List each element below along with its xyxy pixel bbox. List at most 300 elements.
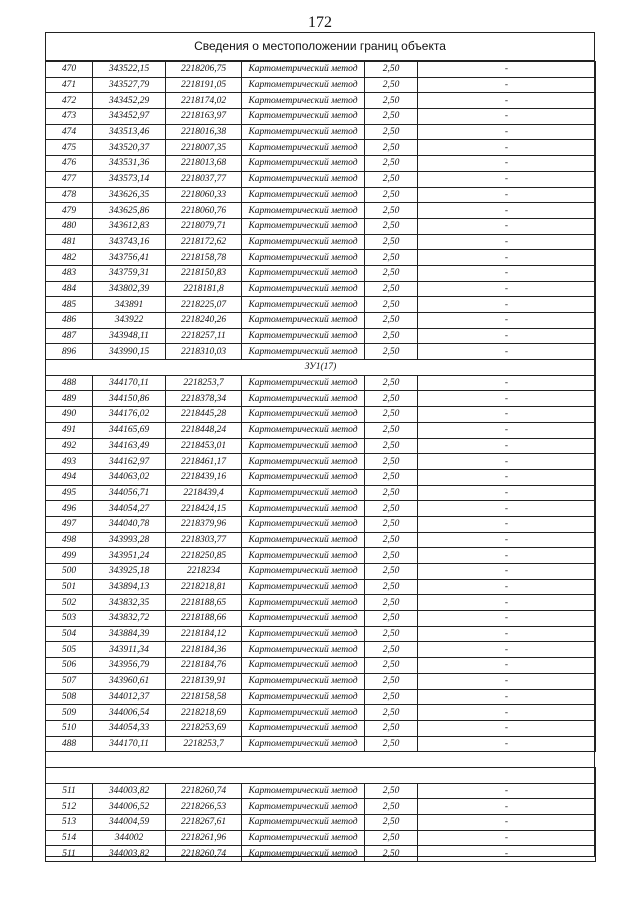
point-number-cell: 484	[46, 281, 93, 297]
x-coordinate-cell: 343626,35	[93, 187, 166, 203]
y-coordinate-cell: 2218007,35	[166, 140, 242, 156]
y-coordinate-cell: 2218448,24	[166, 422, 242, 438]
description-cell: -	[418, 407, 596, 423]
x-coordinate-cell: 343612,83	[93, 218, 166, 234]
table-row	[46, 485, 596, 501]
point-number-cell: 506	[46, 658, 93, 674]
accuracy-cell: 2,50	[365, 595, 418, 611]
description-cell: -	[418, 438, 596, 454]
determination-method-cell: Картометрический метод	[242, 375, 365, 391]
x-coordinate-cell: 343527,79	[93, 77, 166, 93]
table-row	[46, 689, 596, 705]
x-coordinate-cell: 344176,02	[93, 407, 166, 423]
x-coordinate-cell: 343452,97	[93, 109, 166, 125]
y-coordinate-cell: 2218240,26	[166, 313, 242, 329]
point-number-cell: 491	[46, 422, 93, 438]
y-coordinate-cell: 2218188,65	[166, 595, 242, 611]
accuracy-cell: 2,50	[365, 783, 418, 799]
point-number-cell: 502	[46, 595, 93, 611]
point-number-cell: 476	[46, 156, 93, 172]
determination-method-cell: Картометрический метод	[242, 846, 365, 862]
x-coordinate-cell: 343802,39	[93, 281, 166, 297]
accuracy-cell: 2,50	[365, 234, 418, 250]
y-coordinate-cell: 2218158,58	[166, 689, 242, 705]
table-row	[46, 548, 596, 564]
description-cell: -	[418, 265, 596, 281]
determination-method-cell: Картометрический метод	[242, 532, 365, 548]
description-cell: -	[418, 799, 596, 815]
accuracy-cell: 2,50	[365, 736, 418, 752]
accuracy-cell: 2,50	[365, 564, 418, 580]
determination-method-cell: Картометрический метод	[242, 218, 365, 234]
table-row	[46, 297, 596, 313]
description-cell: -	[418, 548, 596, 564]
y-coordinate-cell: 2218253,69	[166, 720, 242, 736]
table-row	[46, 187, 596, 203]
accuracy-cell: 2,50	[365, 344, 418, 360]
table-row	[46, 454, 596, 470]
x-coordinate-cell: 343891	[93, 297, 166, 313]
determination-method-cell: Картометрический метод	[242, 187, 365, 203]
description-cell: -	[418, 156, 596, 172]
point-number-cell: 481	[46, 234, 93, 250]
x-coordinate-cell: 343948,11	[93, 328, 166, 344]
table-row	[46, 93, 596, 109]
point-number-cell: 470	[46, 62, 93, 78]
table-row	[46, 124, 596, 140]
y-coordinate-cell: 2218234	[166, 564, 242, 580]
point-number-cell: 482	[46, 250, 93, 266]
determination-method-cell: Картометрический метод	[242, 454, 365, 470]
determination-method-cell: Картометрический метод	[242, 501, 365, 517]
point-number-cell: 490	[46, 407, 93, 423]
description-cell: -	[418, 422, 596, 438]
y-coordinate-cell: 2218378,34	[166, 391, 242, 407]
y-coordinate-cell: 2218188,66	[166, 611, 242, 627]
description-cell: -	[418, 93, 596, 109]
point-number-cell: 480	[46, 218, 93, 234]
y-coordinate-cell: 2218266,53	[166, 799, 242, 815]
x-coordinate-cell: 344054,27	[93, 501, 166, 517]
point-number-cell: 472	[46, 93, 93, 109]
description-cell: -	[418, 564, 596, 580]
accuracy-cell: 2,50	[365, 815, 418, 831]
table-row	[46, 438, 596, 454]
y-coordinate-cell: 2218379,96	[166, 516, 242, 532]
y-coordinate-cell: 2218150,83	[166, 265, 242, 281]
y-coordinate-cell: 2218303,77	[166, 532, 242, 548]
y-coordinate-cell: 2218206,75	[166, 62, 242, 78]
x-coordinate-cell: 343884,39	[93, 626, 166, 642]
determination-method-cell: Картометрический метод	[242, 626, 365, 642]
description-cell: -	[418, 77, 596, 93]
point-number-cell: 511	[46, 846, 93, 862]
table-row	[46, 469, 596, 485]
accuracy-cell: 2,50	[365, 328, 418, 344]
section-label: ЗУ1(17)	[46, 360, 596, 376]
accuracy-cell: 2,50	[365, 438, 418, 454]
description-cell: -	[418, 532, 596, 548]
table-row	[46, 407, 596, 423]
table-row	[46, 234, 596, 250]
accuracy-cell: 2,50	[365, 124, 418, 140]
description-cell: -	[418, 830, 596, 846]
x-coordinate-cell: 343956,79	[93, 658, 166, 674]
accuracy-cell: 2,50	[365, 705, 418, 721]
point-number-cell: 509	[46, 705, 93, 721]
table-row	[46, 156, 596, 172]
determination-method-cell: Картометрический метод	[242, 799, 365, 815]
empty-row	[46, 752, 596, 768]
point-number-cell: 512	[46, 799, 93, 815]
description-cell: -	[418, 454, 596, 470]
y-coordinate-cell: 2218267,61	[166, 815, 242, 831]
table-row	[46, 391, 596, 407]
description-cell: -	[418, 62, 596, 78]
x-coordinate-cell: 344006,54	[93, 705, 166, 721]
accuracy-cell: 2,50	[365, 422, 418, 438]
y-coordinate-cell: 2218158,78	[166, 250, 242, 266]
point-number-cell: 498	[46, 532, 93, 548]
determination-method-cell: Картометрический метод	[242, 140, 365, 156]
determination-method-cell: Картометрический метод	[242, 548, 365, 564]
x-coordinate-cell: 343520,37	[93, 140, 166, 156]
determination-method-cell: Картометрический метод	[242, 720, 365, 736]
x-coordinate-cell: 344003,82	[93, 846, 166, 862]
accuracy-cell: 2,50	[365, 658, 418, 674]
x-coordinate-cell: 344170,11	[93, 736, 166, 752]
y-coordinate-cell: 2218218,81	[166, 579, 242, 595]
description-cell: -	[418, 344, 596, 360]
y-coordinate-cell: 2218461,17	[166, 454, 242, 470]
accuracy-cell: 2,50	[365, 313, 418, 329]
table-row	[46, 626, 596, 642]
accuracy-cell: 2,50	[365, 407, 418, 423]
description-cell: -	[418, 611, 596, 627]
accuracy-cell: 2,50	[365, 485, 418, 501]
x-coordinate-cell: 344012,37	[93, 689, 166, 705]
determination-method-cell: Картометрический метод	[242, 673, 365, 689]
determination-method-cell: Картометрический метод	[242, 579, 365, 595]
determination-method-cell: Картометрический метод	[242, 469, 365, 485]
x-coordinate-cell: 343911,34	[93, 642, 166, 658]
accuracy-cell: 2,50	[365, 140, 418, 156]
table-row	[46, 218, 596, 234]
x-coordinate-cell: 343993,28	[93, 532, 166, 548]
document-title: Сведения о местоположении границ объекта	[45, 32, 595, 61]
x-coordinate-cell: 343951,24	[93, 548, 166, 564]
point-number-cell: 499	[46, 548, 93, 564]
accuracy-cell: 2,50	[365, 93, 418, 109]
determination-method-cell: Картометрический метод	[242, 705, 365, 721]
point-number-cell: 478	[46, 187, 93, 203]
table-row	[46, 783, 596, 799]
y-coordinate-cell: 2218060,33	[166, 187, 242, 203]
point-number-cell: 494	[46, 469, 93, 485]
x-coordinate-cell: 344063,02	[93, 469, 166, 485]
table-row	[46, 422, 596, 438]
point-number-cell: 473	[46, 109, 93, 125]
y-coordinate-cell: 2218184,36	[166, 642, 242, 658]
x-coordinate-cell: 343894,13	[93, 579, 166, 595]
determination-method-cell: Картометрический метод	[242, 156, 365, 172]
x-coordinate-cell: 343960,61	[93, 673, 166, 689]
description-cell: -	[418, 705, 596, 721]
accuracy-cell: 2,50	[365, 846, 418, 862]
accuracy-cell: 2,50	[365, 626, 418, 642]
table-row	[46, 658, 596, 674]
table-row	[46, 62, 596, 78]
determination-method-cell: Картометрический метод	[242, 93, 365, 109]
point-number-cell: 479	[46, 203, 93, 219]
accuracy-cell: 2,50	[365, 579, 418, 595]
accuracy-cell: 2,50	[365, 171, 418, 187]
description-cell: -	[418, 140, 596, 156]
accuracy-cell: 2,50	[365, 611, 418, 627]
accuracy-cell: 2,50	[365, 454, 418, 470]
determination-method-cell: Картометрический метод	[242, 328, 365, 344]
determination-method-cell: Картометрический метод	[242, 297, 365, 313]
determination-method-cell: Картометрический метод	[242, 109, 365, 125]
accuracy-cell: 2,50	[365, 265, 418, 281]
point-number-cell: 508	[46, 689, 93, 705]
table-row	[46, 611, 596, 627]
y-coordinate-cell: 2218172,62	[166, 234, 242, 250]
determination-method-cell: Картометрический метод	[242, 171, 365, 187]
accuracy-cell: 2,50	[365, 187, 418, 203]
determination-method-cell: Картометрический метод	[242, 250, 365, 266]
accuracy-cell: 2,50	[365, 62, 418, 78]
coordinates-table-body	[46, 62, 596, 862]
x-coordinate-cell: 344006,52	[93, 799, 166, 815]
table-row	[46, 250, 596, 266]
description-cell: -	[418, 642, 596, 658]
y-coordinate-cell: 2218016,38	[166, 124, 242, 140]
point-number-cell: 474	[46, 124, 93, 140]
accuracy-cell: 2,50	[365, 720, 418, 736]
point-number-cell: 503	[46, 611, 93, 627]
description-cell: -	[418, 375, 596, 391]
table-row	[46, 830, 596, 846]
table-row	[46, 736, 596, 752]
determination-method-cell: Картометрический метод	[242, 407, 365, 423]
accuracy-cell: 2,50	[365, 532, 418, 548]
x-coordinate-cell: 344150,86	[93, 391, 166, 407]
determination-method-cell: Картометрический метод	[242, 422, 365, 438]
accuracy-cell: 2,50	[365, 281, 418, 297]
description-cell: -	[418, 313, 596, 329]
determination-method-cell: Картометрический метод	[242, 203, 365, 219]
accuracy-cell: 2,50	[365, 77, 418, 93]
determination-method-cell: Картометрический метод	[242, 658, 365, 674]
x-coordinate-cell: 344054,33	[93, 720, 166, 736]
point-number-cell: 513	[46, 815, 93, 831]
description-cell: -	[418, 720, 596, 736]
x-coordinate-cell: 344165,69	[93, 422, 166, 438]
y-coordinate-cell: 2218250,85	[166, 548, 242, 564]
description-cell: -	[418, 689, 596, 705]
y-coordinate-cell: 2218139,91	[166, 673, 242, 689]
point-number-cell: 483	[46, 265, 93, 281]
y-coordinate-cell: 2218079,71	[166, 218, 242, 234]
table-row	[46, 595, 596, 611]
description-cell: -	[418, 328, 596, 344]
determination-method-cell: Картометрический метод	[242, 281, 365, 297]
y-coordinate-cell: 2218225,07	[166, 297, 242, 313]
point-number-cell: 485	[46, 297, 93, 313]
accuracy-cell: 2,50	[365, 109, 418, 125]
table-row	[46, 328, 596, 344]
point-number-cell: 896	[46, 344, 93, 360]
x-coordinate-cell: 343832,35	[93, 595, 166, 611]
table-row	[46, 579, 596, 595]
point-number-cell: 489	[46, 391, 93, 407]
accuracy-cell: 2,50	[365, 689, 418, 705]
description-cell: -	[418, 783, 596, 799]
determination-method-cell: Картометрический метод	[242, 689, 365, 705]
point-number-cell: 510	[46, 720, 93, 736]
accuracy-cell: 2,50	[365, 156, 418, 172]
accuracy-cell: 2,50	[365, 548, 418, 564]
section-header-row	[46, 360, 596, 376]
description-cell: -	[418, 391, 596, 407]
determination-method-cell: Картометрический метод	[242, 313, 365, 329]
accuracy-cell: 2,50	[365, 799, 418, 815]
description-cell: -	[418, 673, 596, 689]
description-cell: -	[418, 469, 596, 485]
point-number-cell: 505	[46, 642, 93, 658]
y-coordinate-cell: 2218218,69	[166, 705, 242, 721]
y-coordinate-cell: 2218439,4	[166, 485, 242, 501]
x-coordinate-cell: 343759,31	[93, 265, 166, 281]
x-coordinate-cell: 344163,49	[93, 438, 166, 454]
x-coordinate-cell: 343531,36	[93, 156, 166, 172]
table-row	[46, 109, 596, 125]
accuracy-cell: 2,50	[365, 375, 418, 391]
point-number-cell: 511	[46, 783, 93, 799]
table-row	[46, 77, 596, 93]
determination-method-cell: Картометрический метод	[242, 642, 365, 658]
x-coordinate-cell: 344003,82	[93, 783, 166, 799]
x-coordinate-cell: 344162,97	[93, 454, 166, 470]
point-number-cell: 475	[46, 140, 93, 156]
description-cell: -	[418, 171, 596, 187]
table-row	[46, 344, 596, 360]
determination-method-cell: Картометрический метод	[242, 485, 365, 501]
description-cell: -	[418, 109, 596, 125]
x-coordinate-cell: 343925,18	[93, 564, 166, 580]
description-cell: -	[418, 218, 596, 234]
description-cell: -	[418, 187, 596, 203]
determination-method-cell: Картометрический метод	[242, 391, 365, 407]
y-coordinate-cell: 2218060,76	[166, 203, 242, 219]
description-cell: -	[418, 234, 596, 250]
page-number: 172	[308, 14, 332, 31]
empty-row	[46, 767, 596, 783]
x-coordinate-cell: 343743,16	[93, 234, 166, 250]
determination-method-cell: Картометрический метод	[242, 265, 365, 281]
table-row	[46, 799, 596, 815]
table-row	[46, 375, 596, 391]
description-cell: -	[418, 736, 596, 752]
determination-method-cell: Картометрический метод	[242, 516, 365, 532]
point-number-cell: 493	[46, 454, 93, 470]
table-row	[46, 815, 596, 831]
empty-cell	[46, 752, 596, 768]
point-number-cell: 497	[46, 516, 93, 532]
point-number-cell: 500	[46, 564, 93, 580]
determination-method-cell: Картометрический метод	[242, 815, 365, 831]
point-number-cell: 487	[46, 328, 93, 344]
accuracy-cell: 2,50	[365, 830, 418, 846]
point-number-cell: 486	[46, 313, 93, 329]
point-number-cell: 477	[46, 171, 93, 187]
point-number-cell: 488	[46, 375, 93, 391]
table-row	[46, 171, 596, 187]
y-coordinate-cell: 2218261,96	[166, 830, 242, 846]
y-coordinate-cell: 2218037,77	[166, 171, 242, 187]
determination-method-cell: Картометрический метод	[242, 234, 365, 250]
accuracy-cell: 2,50	[365, 516, 418, 532]
accuracy-cell: 2,50	[365, 469, 418, 485]
determination-method-cell: Картометрический метод	[242, 830, 365, 846]
x-coordinate-cell: 344170,11	[93, 375, 166, 391]
boundary-coordinates-table	[45, 61, 596, 862]
description-cell: -	[418, 501, 596, 517]
point-number-cell: 501	[46, 579, 93, 595]
y-coordinate-cell: 2218253,7	[166, 375, 242, 391]
description-cell: -	[418, 250, 596, 266]
y-coordinate-cell: 2218310,03	[166, 344, 242, 360]
description-cell: -	[418, 626, 596, 642]
y-coordinate-cell: 2218174,02	[166, 93, 242, 109]
table-row	[46, 140, 596, 156]
determination-method-cell: Картометрический метод	[242, 77, 365, 93]
table-row	[46, 673, 596, 689]
determination-method-cell: Картометрический метод	[242, 595, 365, 611]
accuracy-cell: 2,50	[365, 203, 418, 219]
point-number-cell: 495	[46, 485, 93, 501]
table-row	[46, 516, 596, 532]
point-number-cell: 507	[46, 673, 93, 689]
y-coordinate-cell: 2218163,97	[166, 109, 242, 125]
accuracy-cell: 2,50	[365, 218, 418, 234]
empty-cell	[46, 767, 596, 783]
description-cell: -	[418, 281, 596, 297]
accuracy-cell: 2,50	[365, 501, 418, 517]
table-row	[46, 705, 596, 721]
description-cell: -	[418, 516, 596, 532]
y-coordinate-cell: 2218191,05	[166, 77, 242, 93]
x-coordinate-cell: 343452,29	[93, 93, 166, 109]
determination-method-cell: Картометрический метод	[242, 736, 365, 752]
point-number-cell: 471	[46, 77, 93, 93]
determination-method-cell: Картометрический метод	[242, 124, 365, 140]
table-row	[46, 642, 596, 658]
description-cell: -	[418, 124, 596, 140]
y-coordinate-cell: 2218013,68	[166, 156, 242, 172]
x-coordinate-cell: 343990,15	[93, 344, 166, 360]
table-row	[46, 532, 596, 548]
accuracy-cell: 2,50	[365, 250, 418, 266]
x-coordinate-cell: 344002	[93, 830, 166, 846]
y-coordinate-cell: 2218253,7	[166, 736, 242, 752]
determination-method-cell: Картометрический метод	[242, 344, 365, 360]
point-number-cell: 514	[46, 830, 93, 846]
x-coordinate-cell: 343573,14	[93, 171, 166, 187]
point-number-cell: 496	[46, 501, 93, 517]
x-coordinate-cell: 343513,46	[93, 124, 166, 140]
